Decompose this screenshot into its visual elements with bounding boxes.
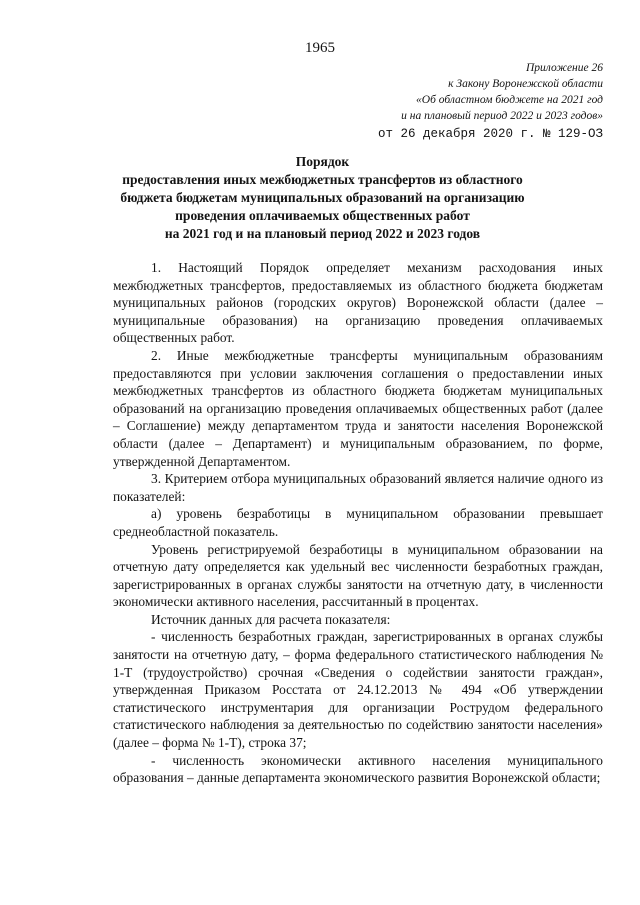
- title-line: предоставления иных межбюджетных трансфертов из областного: [122, 172, 523, 187]
- title-line: Порядок: [295, 154, 350, 169]
- title-line: проведения оплачиваемых общественных работ: [175, 208, 470, 223]
- appendix-line: «Об областном бюджете на 2021 год: [416, 94, 603, 106]
- law-date-line: от 26 декабря 2020 г. № 129-ОЗ: [377, 127, 603, 141]
- title-line: на 2021 год и на плановый период 2022 и 2023 годов: [164, 226, 481, 241]
- paragraph: 1. Настоящий Порядок определяет механизм расходования иных межбюджетных трансфертов, предоставляемых из областного бюджета бюджетам муниципальных районов (городских округов) Воронежской области (далее – муниципальные образования) на организацию проведения оплачиваемых общественных работ.: [113, 260, 603, 346]
- appendix-line: Приложение 26: [525, 62, 603, 74]
- document-body: [113, 259, 603, 787]
- page-number: 1965: [305, 40, 335, 56]
- appendix-header: [401, 60, 603, 124]
- paragraph: а) уровень безработицы в муниципальном образовании превышает среднеобластной показатель.: [113, 506, 603, 539]
- document-title: [95, 153, 550, 243]
- paragraph: Уровень регистрируемой безработицы в муниципальном образовании на отчетную дату определяется как удельный вес численности безработных граждан, зарегистрированных в органах службы занятости на отчетную дату, в численности экономически активного населения, рассчитанный в процентах.: [113, 541, 603, 610]
- paragraph: - численность экономически активного населения муниципального образования – данные департамента экономического развития Воронежской области;: [113, 752, 603, 786]
- title-line: бюджета бюджетам муниципальных образований на организацию: [120, 190, 525, 205]
- appendix-line: и на плановый период 2022 и 2023 годов»: [401, 110, 603, 122]
- paragraph: Источник данных для расчета показателя:: [151, 611, 391, 627]
- appendix-line: к Закону Воронежской области: [448, 78, 603, 90]
- paragraph: 2. Иные межбюджетные трансферты муниципальным образованиям предоставляются при условии заключения соглашения о предоставлении иных межбюджетных трансфертов из областного бюджета бюджетам муниципальных образований на организацию проведения оплачиваемых общественных работ (далее – Соглашение) между департаментом труда и занятости населения Воронежской области (далее – Департамент) и муниципальным образованием, по форме, утвержденной Департаментом.: [113, 347, 603, 469]
- paragraph: - численность безработных граждан, зарегистрированных в органах службы занятости на отчетную дату, – форма федерального статистического наблюдения № 1-Т (трудоустройство) срочная «Сведения о содействии занятости граждан», утвержденная Приказом Росстата от 24.12.2013 № 494 «Об утверждении статистического инструментария для организации Рострудом федерального статистического наблюдения за деятельностью по содействию занятости населения» (далее – форма № 1-Т), строка 37;: [113, 629, 603, 751]
- paragraph: 3. Критерием отбора муниципальных образований является наличие одного из показателей:: [113, 471, 603, 504]
